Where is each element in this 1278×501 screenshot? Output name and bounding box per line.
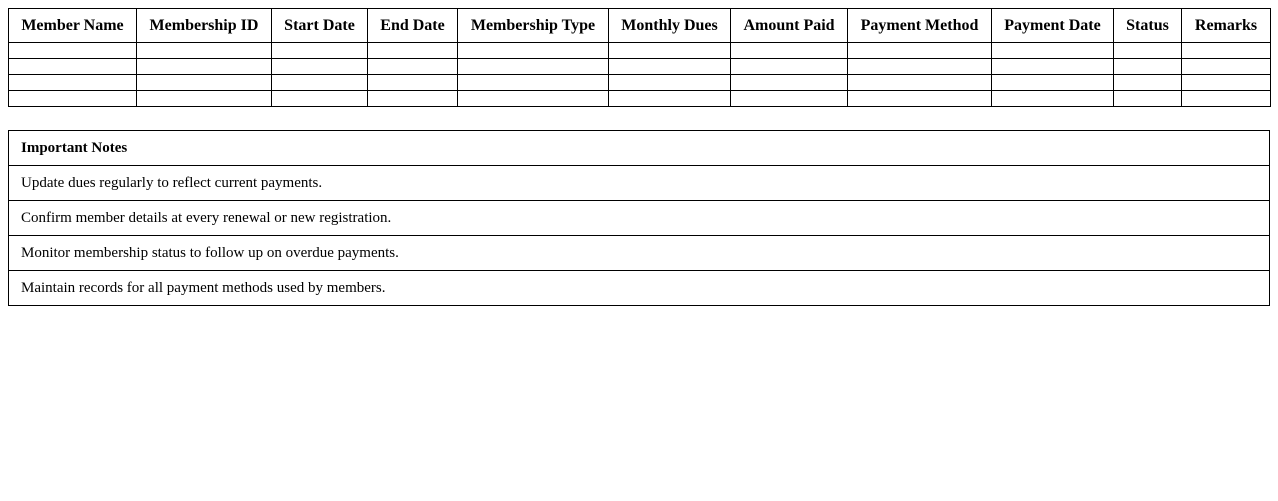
table-cell[interactable] (1114, 75, 1182, 91)
table-cell[interactable] (731, 91, 848, 107)
column-header-member-name: Member Name (9, 9, 137, 43)
table-cell[interactable] (1182, 75, 1271, 91)
table-cell[interactable] (368, 91, 458, 107)
note-row (9, 166, 1270, 201)
table-cell[interactable] (1114, 91, 1182, 107)
table-cell[interactable] (137, 91, 272, 107)
table-cell[interactable] (458, 91, 609, 107)
important-notes-table (8, 130, 1270, 306)
table-cell[interactable] (609, 91, 731, 107)
table-cell[interactable] (1182, 59, 1271, 75)
column-header-start-date: Start Date (272, 9, 368, 43)
column-header-end-date: End Date (368, 9, 458, 43)
column-header-status: Status (1114, 9, 1182, 43)
column-header-payment-date: Payment Date (992, 9, 1114, 43)
table-cell[interactable] (1182, 43, 1271, 59)
table-cell[interactable] (272, 59, 368, 75)
table-cell[interactable] (137, 59, 272, 75)
table-cell[interactable] (731, 75, 848, 91)
table-cell[interactable] (848, 91, 992, 107)
table-row (9, 91, 1271, 107)
table-row (9, 43, 1271, 59)
table-cell[interactable] (368, 59, 458, 75)
table-cell[interactable] (9, 43, 137, 59)
note-item: Confirm member details at every renewal or new registration. (9, 201, 1270, 236)
table-cell[interactable] (368, 75, 458, 91)
table-cell[interactable] (731, 43, 848, 59)
table-cell[interactable] (848, 43, 992, 59)
table-cell[interactable] (137, 75, 272, 91)
column-header-monthly-dues: Monthly Dues (609, 9, 731, 43)
table-cell[interactable] (609, 59, 731, 75)
table-cell[interactable] (731, 59, 848, 75)
table-cell[interactable] (992, 59, 1114, 75)
table-row (9, 75, 1271, 91)
table-cell[interactable] (458, 59, 609, 75)
note-item: Update dues regularly to reflect current payments. (9, 166, 1270, 201)
column-header-membership-type: Membership Type (458, 9, 609, 43)
table-cell[interactable] (368, 43, 458, 59)
table-cell[interactable] (9, 59, 137, 75)
table-cell[interactable] (272, 43, 368, 59)
table-cell[interactable] (272, 75, 368, 91)
table-cell[interactable] (992, 75, 1114, 91)
table-cell[interactable] (137, 43, 272, 59)
note-row (9, 236, 1270, 271)
table-cell[interactable] (992, 91, 1114, 107)
table-cell[interactable] (458, 75, 609, 91)
membership-dues-table (8, 8, 1271, 107)
table-cell[interactable] (272, 91, 368, 107)
table-cell[interactable] (609, 43, 731, 59)
table-body (9, 43, 1271, 107)
note-row (9, 201, 1270, 236)
table-cell[interactable] (458, 43, 609, 59)
table-cell[interactable] (609, 75, 731, 91)
table-header-row (9, 9, 1271, 43)
table-cell[interactable] (9, 91, 137, 107)
note-row (9, 271, 1270, 306)
table-cell[interactable] (848, 75, 992, 91)
column-header-membership-id: Membership ID (137, 9, 272, 43)
table-cell[interactable] (1182, 91, 1271, 107)
table-cell[interactable] (1114, 59, 1182, 75)
column-header-remarks: Remarks (1182, 9, 1271, 43)
table-cell[interactable] (992, 43, 1114, 59)
column-header-payment-method: Payment Method (848, 9, 992, 43)
table-cell[interactable] (848, 59, 992, 75)
notes-heading: Important Notes (9, 131, 1270, 166)
table-row (9, 59, 1271, 75)
note-item: Maintain records for all payment methods used by members. (9, 271, 1270, 306)
column-header-amount-paid: Amount Paid (731, 9, 848, 43)
table-cell[interactable] (1114, 43, 1182, 59)
note-item: Monitor membership status to follow up on overdue payments. (9, 236, 1270, 271)
table-cell[interactable] (9, 75, 137, 91)
notes-heading-row (9, 131, 1270, 166)
